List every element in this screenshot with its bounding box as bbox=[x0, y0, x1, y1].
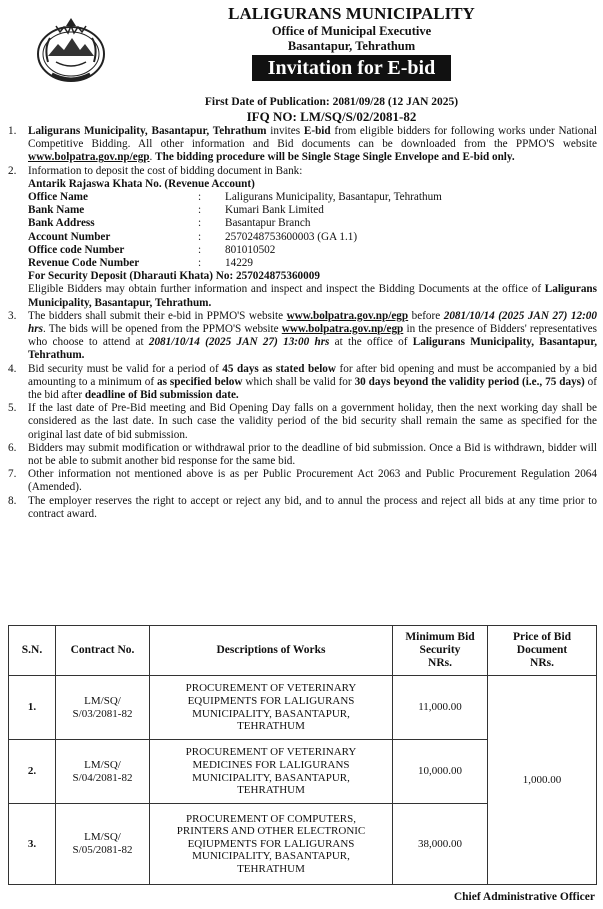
publication-date: First Date of Publication: 2081/09/28 (12 JAN 2025) bbox=[204, 96, 459, 108]
header-currency: NRs. bbox=[428, 657, 452, 669]
header-description: Descriptions of Works bbox=[150, 626, 393, 676]
header-sn: S.N. bbox=[9, 626, 56, 676]
item-text: of the bid after bbox=[28, 375, 598, 402]
header-currency: NRs. bbox=[530, 657, 554, 669]
bank-detail-value: Laligurans Municipality, Basantapur, Tehrathum bbox=[225, 191, 442, 204]
works-table bbox=[8, 625, 597, 885]
item-text: Bidders may submit modification or withdrawal prior to the deadline of bid submission. Once a Bid is withdrawn, bidder will not be able to submit another bid response for the same bid. bbox=[28, 441, 597, 468]
list-item bbox=[8, 468, 597, 494]
row-number: 2. bbox=[27, 765, 37, 778]
header-security-label: Minimum Bid Security bbox=[405, 631, 475, 656]
item-number: 4. bbox=[8, 362, 17, 375]
amount-note: as specified below bbox=[157, 375, 243, 388]
bank-details bbox=[28, 191, 597, 270]
cell-contract bbox=[56, 740, 150, 804]
item-text: before bbox=[408, 309, 444, 322]
cell-description bbox=[150, 804, 393, 885]
work-description-line: PROCUREMENT OF COMPUTERS, bbox=[185, 812, 357, 825]
bank-detail-colon: : bbox=[198, 243, 202, 256]
work-description-line: EQIUPMENTS FOR LALIGURANS bbox=[187, 837, 355, 850]
contract-no-part: S/04/2081-82 bbox=[72, 771, 133, 784]
item-text: Information to deposit the cost of bidding document in Bank: bbox=[28, 164, 303, 177]
municipality-seal-icon bbox=[34, 12, 108, 86]
procedure-note: The bidding procedure will be Single Stage Single Envelope and E-bid only. bbox=[155, 151, 515, 164]
item-number: 1. bbox=[8, 125, 17, 137]
bid-type: E-bid bbox=[303, 125, 331, 137]
issuer-name: Laligurans Municipality, Basantapur, Tehrathum bbox=[28, 125, 267, 137]
account-heading: Antarik Rajaswa Khata No. (Revenue Account) bbox=[28, 177, 255, 190]
bank-detail-label: Bank Address bbox=[28, 217, 95, 230]
notice-body bbox=[8, 125, 597, 521]
bank-detail-row bbox=[28, 257, 597, 270]
work-description-line: MUNICIPALITY, BASANTAPUR, bbox=[192, 707, 350, 720]
cell-security: 38,000.00 bbox=[393, 804, 488, 885]
item-text: which shall be valid for bbox=[242, 375, 355, 388]
contract-no-part: LM/SQ/ bbox=[84, 694, 121, 707]
bank-detail-row bbox=[28, 244, 597, 257]
signatory-title: Chief Administrative Officer bbox=[453, 891, 595, 903]
item-text: The bidders shall submit their e-bid in PPMO'S website bbox=[28, 309, 287, 322]
work-description-line: TEHRATHUM bbox=[237, 862, 305, 875]
item-number: 5. bbox=[8, 402, 17, 415]
item-text: for after bid opening and must be accompanied by a bid amounting to a minimum of bbox=[28, 362, 597, 388]
work-description-line: PRINTERS AND OTHER ELECTRONIC bbox=[176, 825, 366, 838]
cell-contract bbox=[56, 676, 150, 740]
cell-contract bbox=[56, 804, 150, 885]
security-deposit-number: 257024875360009 bbox=[233, 270, 320, 283]
ppmo-website-link[interactable]: www.bolpatra.gov.np/egp bbox=[286, 309, 409, 322]
list-item bbox=[8, 283, 597, 309]
office-name-bold: Laligurans Municipality, Basantapur, Tehrathum. bbox=[28, 336, 597, 362]
bank-detail-row bbox=[28, 217, 597, 230]
deadline-note: deadline of Bid submission date. bbox=[84, 389, 239, 402]
list-item bbox=[8, 442, 597, 468]
notice-title-banner: Invitation for E-bid bbox=[252, 55, 451, 81]
work-description-line: PROCUREMENT OF VETERINARY bbox=[185, 682, 357, 695]
bank-detail-value: 14229 bbox=[225, 257, 253, 270]
row-number: 3. bbox=[27, 837, 37, 850]
cell-price: 1,000.00 bbox=[488, 676, 597, 885]
ifq-number: IFQ NO: LM/SQ/S/02/2081-82 bbox=[246, 109, 417, 124]
bank-detail-value: 2570248753600003 (GA 1.1) bbox=[225, 230, 358, 243]
cell-sn bbox=[9, 676, 56, 740]
item-text: . The bids will be opened from the PPMO'S website bbox=[42, 323, 282, 336]
row-number: 1. bbox=[27, 701, 37, 714]
list-item bbox=[8, 310, 597, 363]
municipality-name: LALIGURANS MUNICIPALITY bbox=[228, 4, 475, 23]
item-text: If the last date of Pre-Bid meeting and Bid Opening Day falls on a government holiday, then the next working day shall be considered as the last date. In such case the validity period of the bid security shall remain the same as specified for the original last date of bid submission. bbox=[28, 402, 597, 441]
submission-deadline: 2081/10/14 (2025 JAN 27) 12:00 hrs bbox=[28, 309, 597, 336]
bank-detail-row bbox=[28, 191, 597, 204]
header-price-label: Price of Bid Document bbox=[512, 631, 572, 656]
list-item bbox=[8, 165, 597, 284]
bank-detail-row bbox=[28, 204, 597, 217]
contract-no-part: LM/SQ/ bbox=[84, 758, 121, 771]
contract-no-part: S/03/2081-82 bbox=[72, 707, 133, 720]
bank-detail-colon: : bbox=[198, 191, 202, 204]
work-description-line: MUNICIPALITY, BASANTAPUR, bbox=[192, 850, 350, 863]
header-contract: Contract No. bbox=[56, 626, 150, 676]
item-text: invites bbox=[266, 125, 304, 137]
work-description-line: TEHRATHUM bbox=[237, 720, 305, 733]
bank-detail-value: Basantapur Branch bbox=[225, 217, 311, 230]
office-location: Basantapur, Tehrathum bbox=[287, 39, 416, 53]
cell-sn bbox=[9, 804, 56, 885]
ppmo-website-link[interactable]: www.bolpatra.gov.np/egp bbox=[28, 151, 150, 164]
item-number: 2. bbox=[8, 164, 17, 177]
table-header-row bbox=[9, 626, 597, 676]
cell-security: 11,000.00 bbox=[393, 676, 488, 740]
contract-no-part: LM/SQ/ bbox=[84, 831, 121, 844]
item-text: at the office of bbox=[329, 336, 413, 349]
item-text: from eligible bidders for following works under National Competitive Bidding. All other information and Bid documents can be downloaded from the PPMO'S website bbox=[28, 125, 597, 151]
contract-no-part: S/05/2081-82 bbox=[72, 844, 133, 856]
work-description-line: MEDICINES FOR LALIGURANS bbox=[192, 758, 350, 771]
security-deposit-label: For Security Deposit (Dharauti Khata) No: bbox=[28, 270, 234, 283]
opening-time: 2081/10/14 (2025 JAN 27) 13:00 hrs bbox=[148, 336, 330, 349]
item-text: Bid security must be valid for a period of bbox=[28, 362, 223, 375]
list-item bbox=[8, 125, 597, 165]
office-name-bold: Laligurans Municipality, Basantapur, Tehrathum. bbox=[28, 283, 597, 309]
validity-period: 45 days as stated below bbox=[222, 362, 336, 375]
item-number: 7. bbox=[8, 468, 17, 481]
item-number: 8. bbox=[8, 494, 17, 507]
bank-detail-label: Office code Number bbox=[28, 243, 125, 256]
bank-detail-value: 801010502 bbox=[225, 243, 276, 256]
bank-detail-colon: : bbox=[198, 230, 202, 243]
item-text: Other information not mentioned above is as per Public Procurement Act 2063 and Public Procurement Regulation 2064 (Amended). bbox=[28, 468, 597, 494]
cell-security: 10,000.00 bbox=[393, 740, 488, 804]
validity-extension: 30 days beyond the validity period (i.e., 75 days) bbox=[354, 375, 585, 388]
bank-detail-label: Account Number bbox=[28, 230, 111, 243]
item-number: 3. bbox=[8, 309, 17, 322]
item-text: The employer reserves the right to accept or reject any bid, and to annul the process and reject all bids at any time prior to contract award. bbox=[28, 494, 597, 520]
work-description-line: TEHRATHUM bbox=[237, 784, 305, 797]
item-text: in the presence of Bidders' representatives who choose to attend at bbox=[28, 323, 597, 349]
item-text: . bbox=[149, 151, 156, 164]
work-description-line: EQUIPMENTS FOR LALIGURANS bbox=[187, 694, 355, 707]
header-price bbox=[488, 626, 597, 676]
bank-detail-row bbox=[28, 231, 597, 244]
table-body bbox=[9, 676, 597, 885]
item-text: Eligible Bidders may obtain further information and inspect and inspect the Bidding Documents at the office of bbox=[28, 283, 545, 296]
ppmo-website-link[interactable]: www.bolpatra.gov.np/egp bbox=[281, 323, 404, 336]
bank-detail-label: Revenue Code Number bbox=[28, 257, 140, 270]
bank-detail-label: Bank Name bbox=[28, 204, 85, 217]
cell-sn bbox=[9, 740, 56, 804]
bank-detail-colon: : bbox=[198, 257, 202, 270]
cell-description bbox=[150, 740, 393, 804]
bank-detail-value: Kumari Bank Limited bbox=[225, 204, 324, 217]
cell-description bbox=[150, 676, 393, 740]
bank-detail-label: Office Name bbox=[28, 191, 88, 204]
work-description-line: PROCUREMENT OF VETERINARY bbox=[185, 746, 357, 759]
office-name: Office of Municipal Executive bbox=[271, 24, 432, 38]
header bbox=[0, 0, 603, 95]
list-item bbox=[8, 402, 597, 442]
header-security bbox=[393, 626, 488, 676]
list-item bbox=[8, 495, 597, 521]
work-description-line: MUNICIPALITY, BASANTAPUR, bbox=[192, 771, 350, 784]
table-row bbox=[9, 676, 597, 740]
bank-detail-colon: : bbox=[198, 204, 202, 217]
item-number: 6. bbox=[8, 441, 17, 454]
bank-detail-colon: : bbox=[198, 217, 202, 230]
list-item bbox=[8, 363, 597, 403]
